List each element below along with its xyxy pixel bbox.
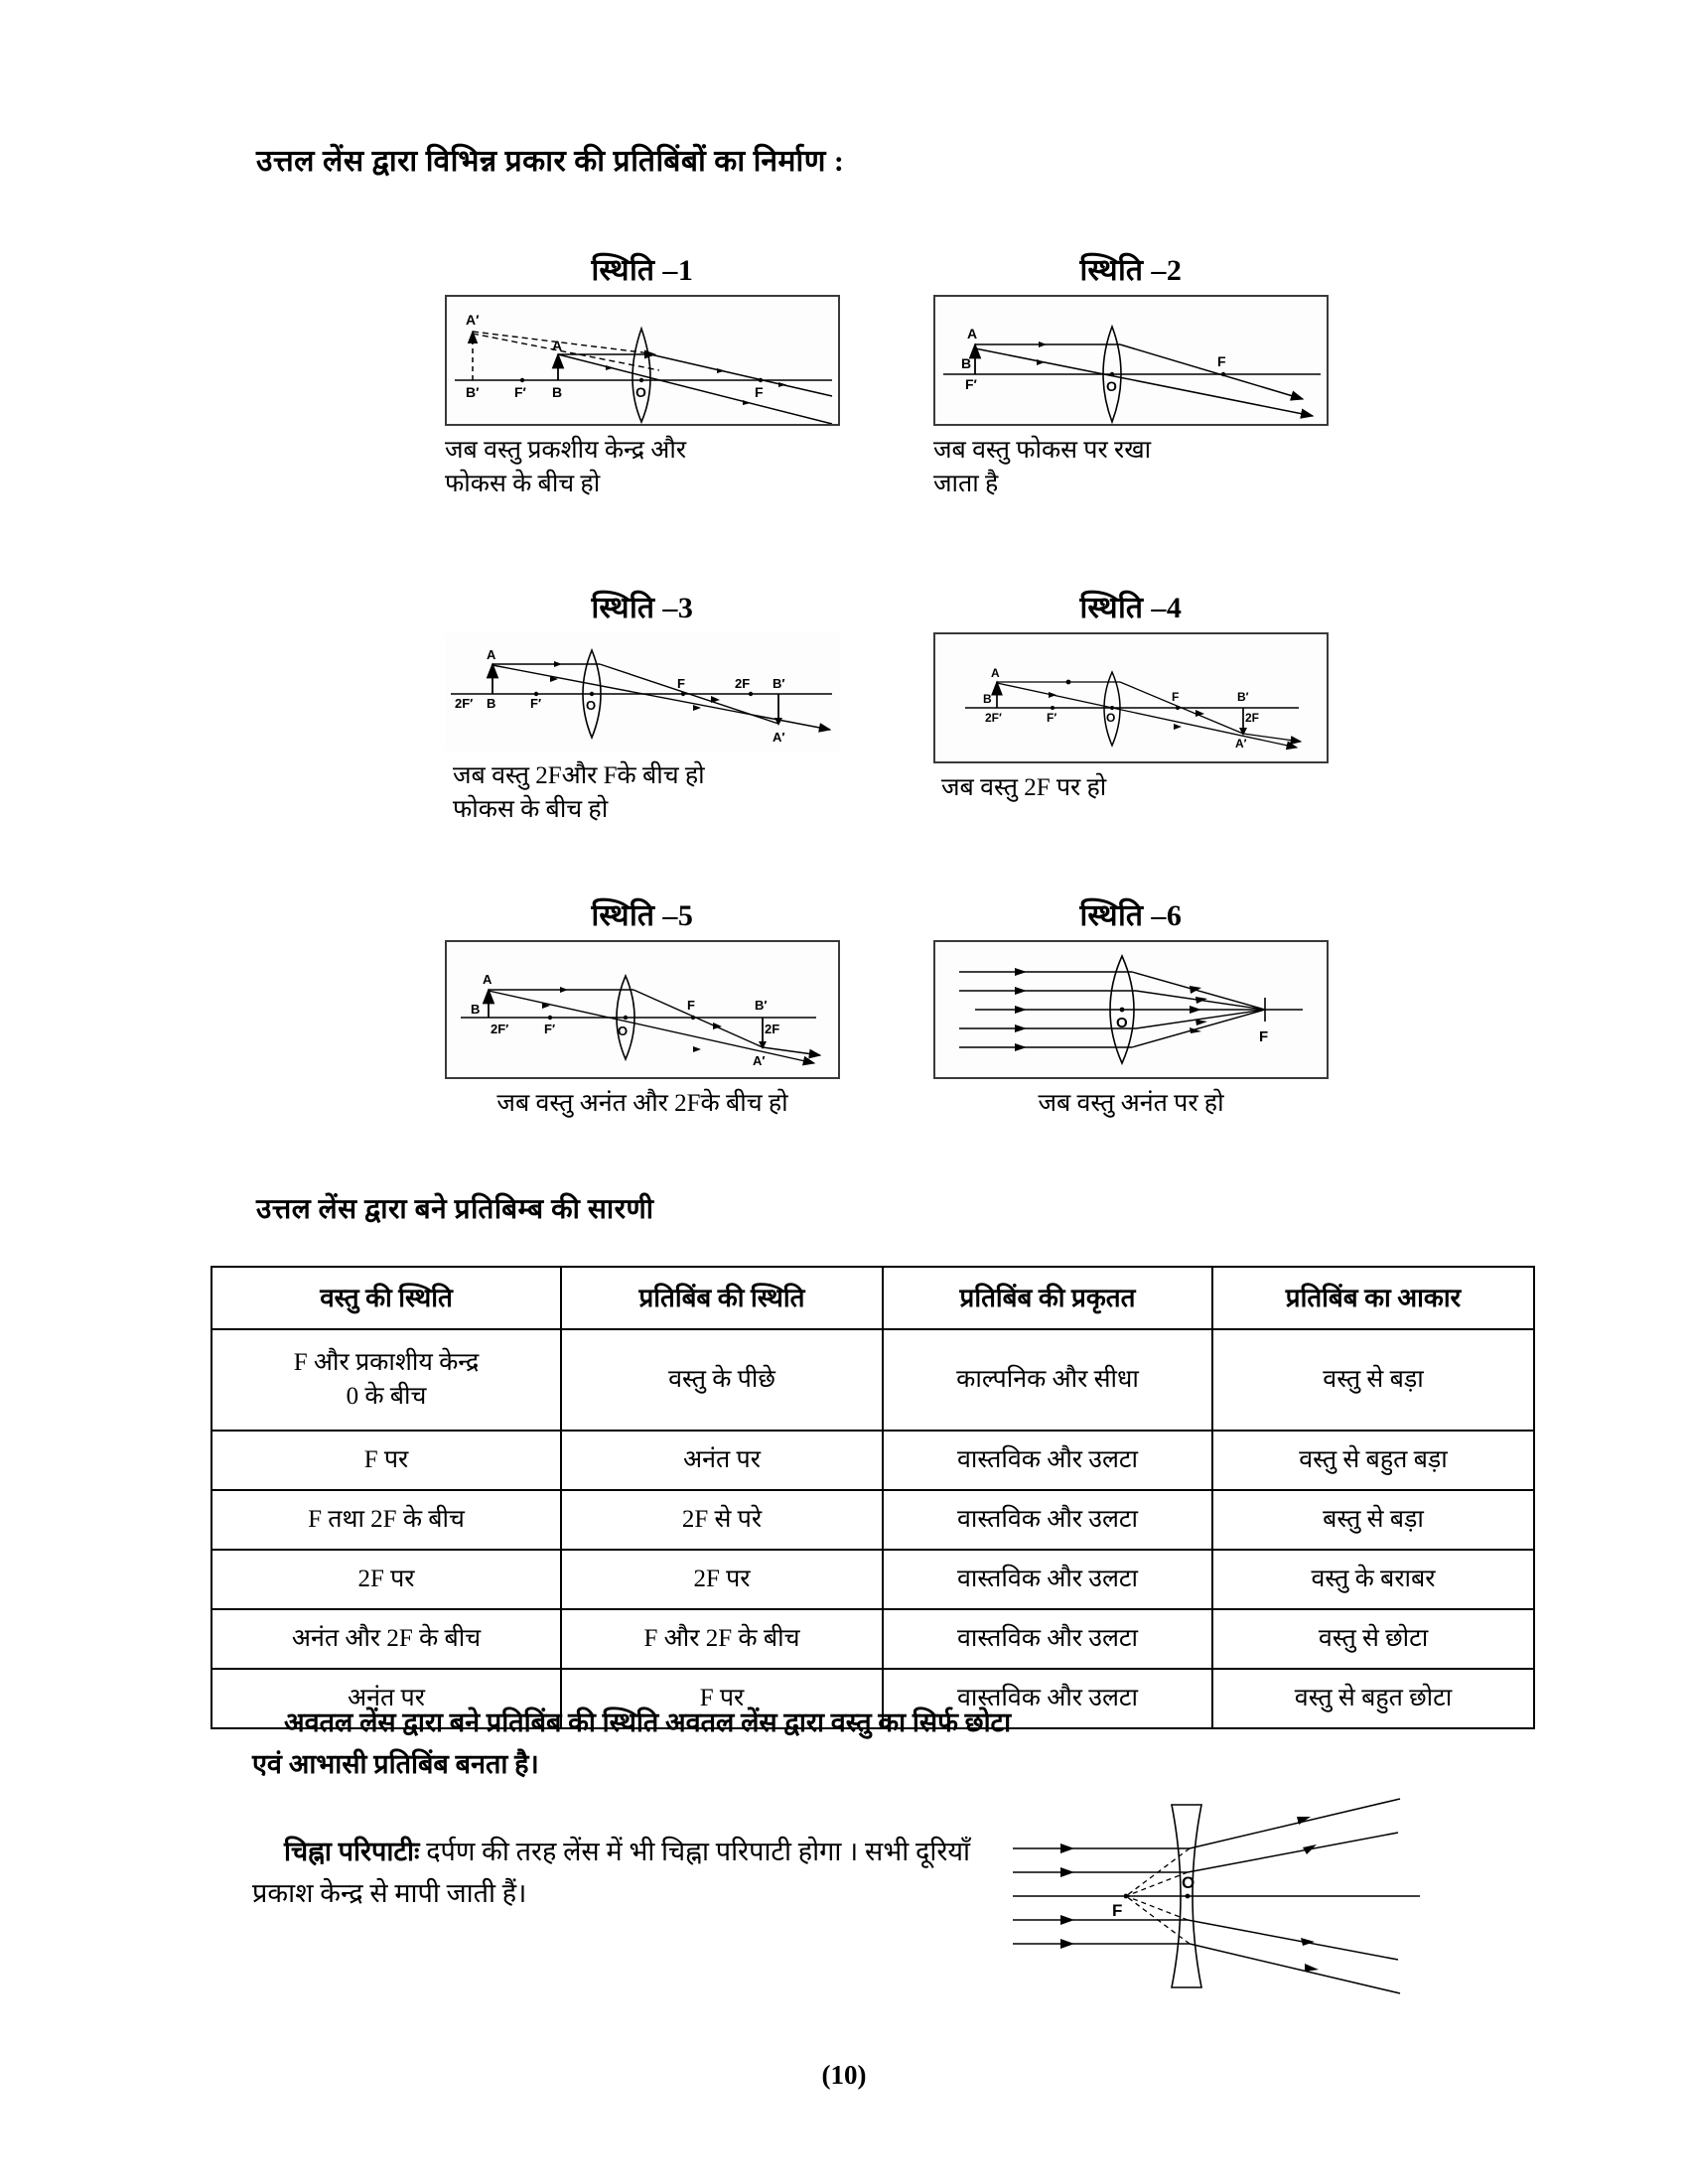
svg-text:F: F [1259,1028,1269,1045]
cell-image-size: वस्तु के बराबर [1212,1550,1534,1609]
svg-text:A: A [487,647,496,662]
image-formation-table [211,1266,1535,1729]
cell-image-size: वस्तु से बहुत बड़ा [1212,1431,1534,1490]
cell-image-size: वस्तु से बड़ा [1212,1329,1534,1431]
figure-case-4 [933,586,1329,805]
figure-case-2-caption [933,434,1329,501]
svg-text:F: F [1172,690,1180,704]
figure-case-6-diagram [933,940,1329,1079]
svg-text:F: F [1217,353,1226,369]
svg-text:A: A [483,972,492,987]
table-row [211,1490,1534,1550]
table-title: उत्तल लेंस द्वारा बने प्रतिबिम्ब की सारणी [256,1194,654,1225]
svg-text:O: O [1106,711,1116,725]
svg-text:B′: B′ [755,998,768,1013]
table-header-row [211,1267,1534,1329]
svg-text:A′: A′ [773,730,785,745]
svg-text:O: O [1182,1873,1196,1892]
svg-text:2F′: 2F′ [491,1022,509,1036]
table-header-object-position: वस्तु की स्थिति [211,1267,561,1329]
svg-text:F′: F′ [530,696,542,711]
svg-text:2F′: 2F′ [455,696,474,711]
figure-case-4-diagram [933,632,1329,763]
svg-text:2F: 2F [1245,711,1260,725]
svg-text:O: O [618,1024,629,1038]
cell-object-position: F तथा 2F के बीच [211,1490,561,1550]
figure-case-5-caption-line1: जब वस्तु अनंत और 2Fके बीच हो [496,1090,788,1117]
figure-case-2-label: स्थिति –2 [1079,254,1183,287]
table-row [211,1329,1534,1431]
svg-text:F: F [1112,1901,1123,1920]
figure-case-6-caption [933,1087,1329,1121]
figure-case-5 [445,893,840,1121]
svg-text:F: F [687,998,695,1013]
cell-image-nature: वास्तविक और उलटा [883,1669,1212,1728]
figure-case-1-label: स्थिति –1 [591,254,694,287]
concave-lens-diagram [1003,1787,1430,2005]
svg-text:B: B [471,1002,481,1017]
sign-convention-heading: चिह्ना परिपाटीः [284,1837,420,1866]
table-header-image-size: प्रतिबिंब का आकार [1212,1267,1534,1329]
sign-convention-body: दर्पण की तरह लेंस में भी चिह्ना परिपाटी होगा । सभी दूरियाँ प्रकाश केन्द्र से मापी जाती हैं। [252,1837,971,1908]
figure-case-1-caption-line2: फोकस के बीच हो [445,470,601,497]
figure-case-3-diagram [445,632,840,751]
svg-text:2F: 2F [735,676,751,691]
svg-text:A′: A′ [753,1053,766,1068]
figure-case-6 [933,893,1329,1121]
cell-object-position: अनंत और 2F के बीच [211,1609,561,1669]
cell-image-nature: वास्तविक और उलटा [883,1431,1212,1490]
figure-case-1 [445,248,840,501]
page-title: उत्तल लेंस द्वारा विभिन्न प्रकार की प्रतिबिंबों का निर्माण : [256,145,845,178]
svg-text:B: B [552,384,563,400]
cell-object-position: अनंत पर [211,1669,561,1728]
cell-object-position: F पर [211,1431,561,1490]
cell-image-position: अनंत पर [561,1431,883,1490]
cell-object-position [211,1329,561,1431]
figure-case-4-caption-line1: जब वस्तु 2F पर हो [941,774,1107,801]
cell-image-nature: काल्पनिक और सीधा [883,1329,1212,1431]
figure-case-3-caption-line1: जब वस्तु 2Fऔर Fके बीच हो [453,762,705,789]
figure-case-3-caption [445,759,840,827]
page-number: (10) [821,2060,867,2090]
figure-case-2-caption-line1: जब वस्तु फोकस पर रखा [933,437,1152,464]
cell-image-size: वस्तु से छोटा [1212,1609,1534,1669]
sign-convention-note [252,1832,1037,1915]
table-row [211,1609,1534,1669]
figure-case-3-caption-line2: फोकस के बीच हो [453,795,609,823]
cell-image-nature: वास्तविक और उलटा [883,1550,1212,1609]
svg-text:A: A [552,338,563,353]
svg-text:A′: A′ [1235,737,1247,751]
table-row [211,1550,1534,1609]
svg-text:O: O [635,384,646,400]
svg-text:F′: F′ [965,376,977,392]
svg-text:B′: B′ [466,384,480,400]
figure-case-4-caption [933,771,1329,805]
svg-text:2F′: 2F′ [985,711,1002,725]
cell-image-position: F पर [561,1669,883,1728]
cell-image-size: वस्तु से बहुत छोटा [1212,1669,1534,1728]
figure-case-6-caption-line1: जब वस्तु अनंत पर हो [1038,1090,1224,1117]
concave-lens-note: अवतल लेंस द्वारा बने प्रतिबिंब की स्थिति अवतल लेंस द्वारा वस्तु का सिर्फ छोटा एवं आभासी प्रतिबिंब बनता है। [252,1707,1012,1779]
figure-case-1-diagram [445,295,840,426]
svg-text:2F: 2F [765,1022,780,1036]
figure-case-5-caption [445,1087,840,1121]
figure-case-4-label: स्थिति –4 [1079,592,1183,624]
svg-text:B: B [983,692,992,706]
cell-object-position-line2: 0 के बीच [346,1383,427,1411]
svg-text:O: O [1106,378,1117,394]
table-header-image-nature: प्रतिबिंब की प्रकृतत [883,1267,1212,1329]
cell-image-size: बस्तु से बड़ा [1212,1490,1534,1550]
cell-image-nature: वास्तविक और उलटा [883,1609,1212,1669]
svg-text:B′: B′ [1237,690,1249,704]
cell-image-position: वस्तु के पीछे [561,1329,883,1431]
svg-text:F′: F′ [544,1022,556,1036]
figure-case-1-caption [445,434,840,501]
svg-text:B: B [487,696,496,711]
cell-image-position: 2F पर [561,1550,883,1609]
figure-case-2-caption-line2: जाता है [933,470,999,497]
svg-text:B′: B′ [773,676,785,691]
svg-text:A′: A′ [466,312,480,328]
svg-text:F′: F′ [514,384,526,400]
figure-case-5-label: स्थिति –5 [591,899,694,932]
cell-image-position: F और 2F के बीच [561,1609,883,1669]
figure-case-1-caption-line1: जब वस्तु प्रकशीय केन्द्र और [445,437,687,464]
svg-text:O: O [1116,1015,1128,1031]
svg-text:F: F [755,384,764,400]
figure-case-6-label: स्थिति –6 [1079,899,1183,932]
svg-text:O: O [586,698,597,713]
svg-text:B: B [961,355,972,371]
figure-case-5-diagram [445,940,840,1079]
svg-text:A: A [991,666,1000,680]
figure-case-2 [933,248,1329,501]
svg-text:F: F [677,676,685,691]
cell-image-position: 2F से परे [561,1490,883,1550]
figure-case-2-diagram [933,295,1329,426]
cell-image-nature: वास्तविक और उलटा [883,1490,1212,1550]
figure-case-3-label: स्थिति –3 [591,592,694,624]
cell-object-position-line1: F और प्रकाशीय केन्द्र [293,1349,480,1377]
svg-text:A: A [967,326,978,341]
figure-case-3 [445,586,840,827]
table-row [211,1431,1534,1490]
table-header-image-position: प्रतिबिंब की स्थिति [561,1267,883,1329]
svg-text:F′: F′ [1047,711,1057,725]
cell-object-position: 2F पर [211,1550,561,1609]
